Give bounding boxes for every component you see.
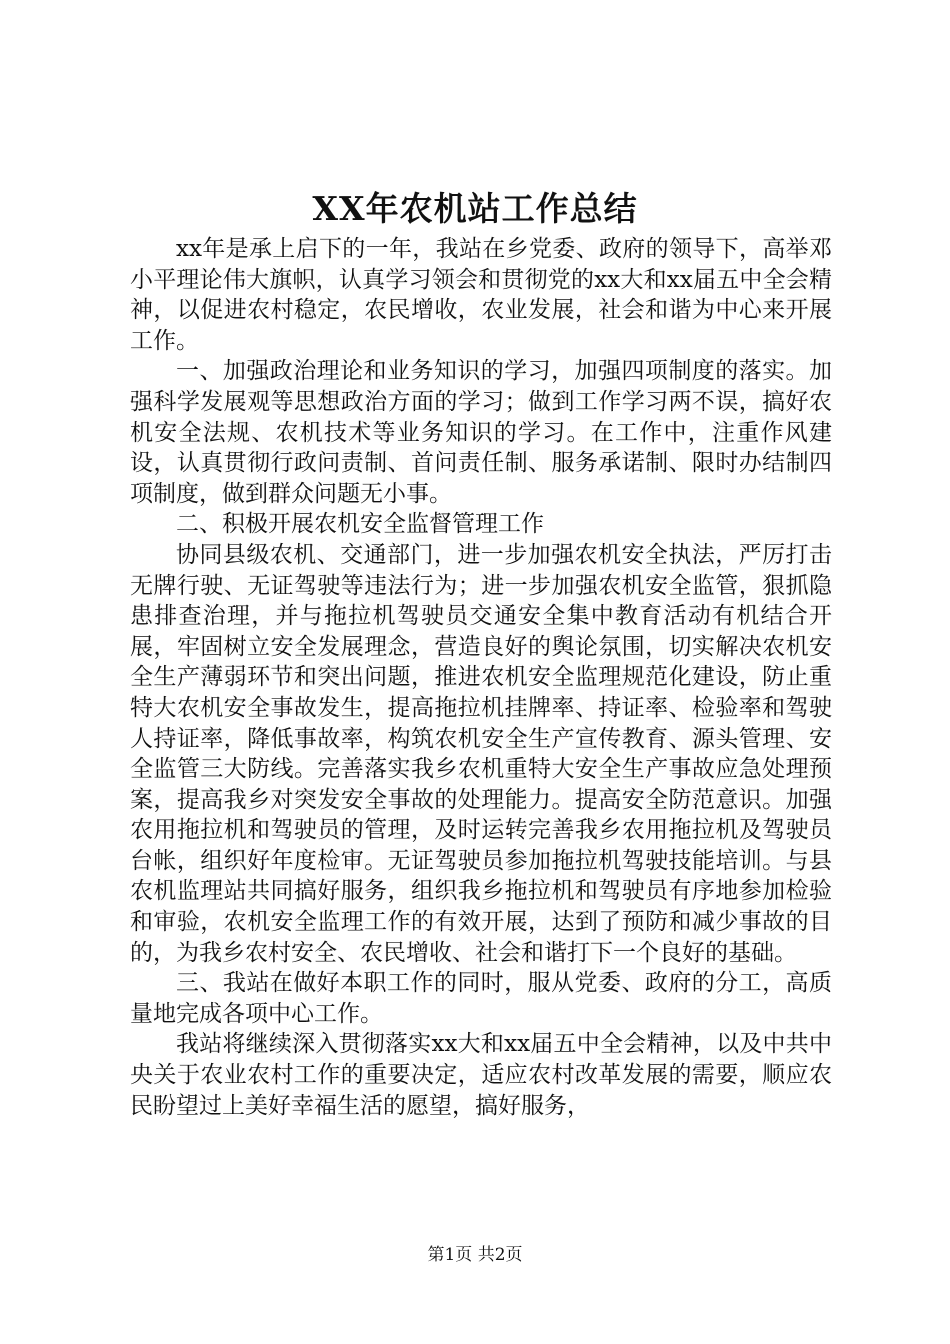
paragraph-section-1: 一、加强政治理论和业务知识的学习，加强四项制度的落实。加强科学发展观等思想政治方面的学习；做到工作学习两不误，搞好农机安全法规、农机技术等业务知识的学习。在工作中，注重作风建设，认真贯彻行政问责制、首问责任制、服务承诺制、限时办结制四项制度，做到群众问题无小事。 [130,358,832,507]
document-body [130,234,832,1121]
paragraph-outlook: 我站将继续深入贯彻落实xx大和xx届五中全会精神，以及中共中央关于农业农村工作的重要决定，适应农村改革发展的需要，顺应农民盼望过上美好幸福生活的愿望，搞好服务， [130,1031,832,1119]
paragraph-section-3: 三、我站在做好本职工作的同时，服从党委、政府的分工，高质量地完成各项中心工作。 [130,970,832,1027]
page-number-footer: 第1页 共2页 [427,1245,523,1265]
paragraph-intro: xx年是承上启下的一年，我站在乡党委、政府的领导下，高举邓小平理论伟大旗帜，认真学习领会和贯彻党的xx大和xx届五中全会精神，以促进农村稳定，农民增收，农业发展，社会和谐为中心来开展工作。 [130,236,832,354]
section-heading-2: 二、积极开展农机安全监督管理工作 [176,511,544,538]
paragraph-section-2-body: 协同县级农机、交通部门，进一步加强农机安全执法，严厉打击无牌行驶、无证驾驶等违法行为；进一步加强农机安全监管，狠抓隐患排查治理，并与拖拉机驾驶员交通安全集中教育活动有机结合开展，牢固树立安全发展理念，营造良好的舆论氛围，切实解决农机安全生产薄弱环节和突出问题，推进农机安全监理规范化建设，防止重特大农机安全事故发生，提高拖拉机挂牌率、持证率、检验率和驾驶人持证率，降低事故率，构筑农机安全生产宣传教育、源头管理、安全监管三大防线。完善落实我乡农机重特大安全生产事故应急处理预案，提高我乡对突发安全事故的处理能力。提高安全防范意识。加强农用拖拉机和驾驶员的管理，及时运转完善我乡农用拖拉机及驾驶员台帐，组织好年度检审。无证驾驶员参加拖拉机驾驶技能培训。与县农机监理站共同搞好服务，组织我乡拖拉机和驾驶员有序地参加检验和审验，农机安全监理工作的有效开展，达到了预防和减少事故的目的，为我乡农村安全、农民增收、社会和谐打下一个良好的基础。 [130,541,832,966]
document-title: XX年农机站工作总结 [312,189,638,228]
